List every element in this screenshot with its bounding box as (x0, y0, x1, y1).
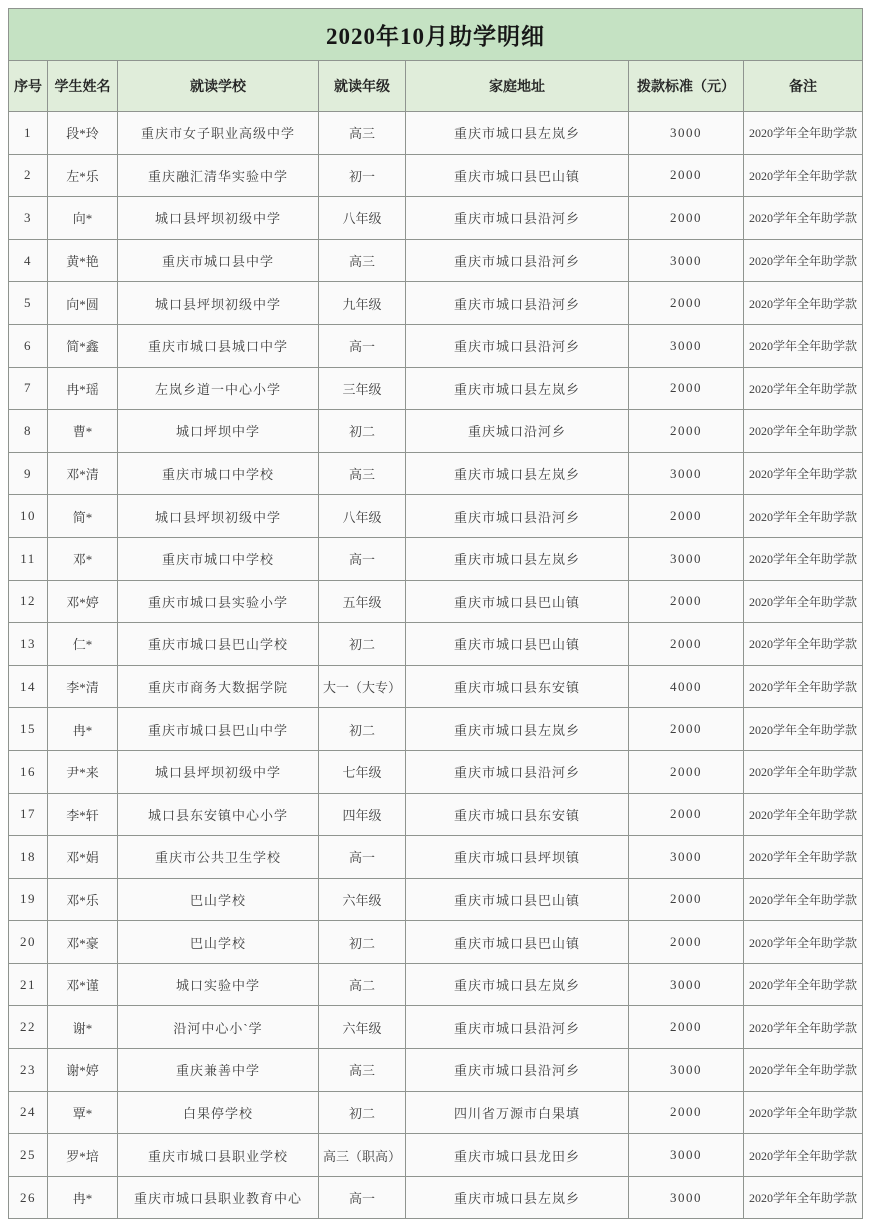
column-header-name: 学生姓名 (48, 61, 118, 112)
cell-no: 20 (9, 921, 48, 964)
table-row (9, 1006, 863, 1049)
cell-no: 8 (9, 410, 48, 453)
table-header-row (9, 61, 863, 112)
table-row (9, 452, 863, 495)
cell-school: 重庆兼善中学 (118, 1049, 319, 1092)
cell-address: 重庆市城口县沿河乡 (406, 282, 629, 325)
cell-grade: 高三 (319, 452, 406, 495)
cell-school: 城口坪坝中学 (118, 410, 319, 453)
cell-school: 重庆市城口县实验小学 (118, 580, 319, 623)
cell-grade: 高三（职高） (319, 1134, 406, 1177)
cell-school: 重庆市城口县中学 (118, 239, 319, 282)
cell-amount: 2000 (629, 367, 744, 410)
cell-amount: 2000 (629, 154, 744, 197)
cell-no: 16 (9, 750, 48, 793)
cell-no: 15 (9, 708, 48, 751)
cell-grade: 初二 (319, 1091, 406, 1134)
table-row (9, 623, 863, 666)
cell-note: 2020学年全年助学款 (744, 1049, 863, 1092)
cell-grade: 初二 (319, 623, 406, 666)
cell-grade: 初一 (319, 154, 406, 197)
cell-note: 2020学年全年助学款 (744, 324, 863, 367)
table-row (9, 580, 863, 623)
cell-no: 19 (9, 878, 48, 921)
cell-amount: 3000 (629, 836, 744, 879)
cell-address: 重庆市城口县左岚乡 (406, 367, 629, 410)
cell-address: 重庆市城口县巴山镇 (406, 580, 629, 623)
cell-address: 重庆市城口县巴山镇 (406, 921, 629, 964)
cell-amount: 2000 (629, 708, 744, 751)
cell-amount: 3000 (629, 963, 744, 1006)
cell-address: 重庆市城口县巴山镇 (406, 623, 629, 666)
cell-address: 重庆市城口县沿河乡 (406, 197, 629, 240)
cell-address: 重庆市城口县巴山镇 (406, 878, 629, 921)
table-row (9, 750, 863, 793)
cell-note: 2020学年全年助学款 (744, 367, 863, 410)
cell-school: 重庆融汇清华实验中学 (118, 154, 319, 197)
cell-address: 重庆市城口县巴山镇 (406, 154, 629, 197)
cell-address: 重庆市城口县沿河乡 (406, 750, 629, 793)
cell-school: 沿河中心小`学 (118, 1006, 319, 1049)
cell-school: 重庆市城口中学校 (118, 537, 319, 580)
cell-amount: 3000 (629, 112, 744, 155)
cell-grade: 高一 (319, 324, 406, 367)
cell-name: 冉* (48, 708, 118, 751)
cell-school: 重庆市城口县巴山中学 (118, 708, 319, 751)
cell-grade: 五年级 (319, 580, 406, 623)
cell-grade: 高二 (319, 963, 406, 1006)
cell-name: 邓* (48, 537, 118, 580)
cell-note: 2020学年全年助学款 (744, 112, 863, 155)
cell-note: 2020学年全年助学款 (744, 410, 863, 453)
cell-name: 左*乐 (48, 154, 118, 197)
cell-amount: 3000 (629, 1134, 744, 1177)
cell-grade: 三年级 (319, 367, 406, 410)
cell-name: 邓*娟 (48, 836, 118, 879)
cell-name: 覃* (48, 1091, 118, 1134)
table-row (9, 1134, 863, 1177)
cell-grade: 高一 (319, 836, 406, 879)
table-row (9, 793, 863, 836)
cell-name: 李*清 (48, 665, 118, 708)
table-row (9, 197, 863, 240)
table-row (9, 665, 863, 708)
cell-grade: 大一（大专） (319, 665, 406, 708)
table-row (9, 112, 863, 155)
cell-grade: 八年级 (319, 495, 406, 538)
cell-note: 2020学年全年助学款 (744, 836, 863, 879)
cell-amount: 4000 (629, 665, 744, 708)
table-row (9, 708, 863, 751)
cell-school: 重庆市城口中学校 (118, 452, 319, 495)
cell-amount: 2000 (629, 410, 744, 453)
cell-grade: 九年级 (319, 282, 406, 325)
cell-amount: 2000 (629, 197, 744, 240)
cell-name: 冉*瑶 (48, 367, 118, 410)
cell-note: 2020学年全年助学款 (744, 239, 863, 282)
cell-no: 25 (9, 1134, 48, 1177)
cell-name: 邓*谨 (48, 963, 118, 1006)
cell-school: 城口实验中学 (118, 963, 319, 1006)
cell-amount: 3000 (629, 324, 744, 367)
cell-amount: 3000 (629, 537, 744, 580)
cell-school: 重庆市商务大数据学院 (118, 665, 319, 708)
cell-no: 13 (9, 623, 48, 666)
cell-school: 重庆市城口县巴山学校 (118, 623, 319, 666)
cell-name: 谢* (48, 1006, 118, 1049)
cell-grade: 六年级 (319, 1006, 406, 1049)
cell-name: 邓*乐 (48, 878, 118, 921)
title-row (9, 9, 863, 61)
table-row (9, 410, 863, 453)
cell-name: 李*轩 (48, 793, 118, 836)
cell-school: 重庆市城口县职业学校 (118, 1134, 319, 1177)
column-header-amount: 拨款标准（元） (629, 61, 744, 112)
cell-amount: 3000 (629, 1049, 744, 1092)
cell-grade: 七年级 (319, 750, 406, 793)
cell-address: 重庆市城口县沿河乡 (406, 1006, 629, 1049)
cell-no: 26 (9, 1176, 48, 1219)
cell-school: 巴山学校 (118, 921, 319, 964)
table-row (9, 836, 863, 879)
column-header-address: 家庭地址 (406, 61, 629, 112)
cell-amount: 2000 (629, 1091, 744, 1134)
cell-note: 2020学年全年助学款 (744, 452, 863, 495)
table-row (9, 921, 863, 964)
cell-amount: 2000 (629, 793, 744, 836)
page-title: 2020年10月助学明细 (9, 9, 863, 61)
cell-grade: 高一 (319, 1176, 406, 1219)
table-row (9, 282, 863, 325)
cell-school: 左岚乡道一中心小学 (118, 367, 319, 410)
cell-school: 重庆市女子职业高级中学 (118, 112, 319, 155)
cell-no: 23 (9, 1049, 48, 1092)
cell-no: 11 (9, 537, 48, 580)
cell-name: 简*鑫 (48, 324, 118, 367)
table-row (9, 1176, 863, 1219)
cell-no: 4 (9, 239, 48, 282)
cell-school: 重庆市城口县职业教育中心 (118, 1176, 319, 1219)
cell-note: 2020学年全年助学款 (744, 1091, 863, 1134)
cell-note: 2020学年全年助学款 (744, 963, 863, 1006)
cell-address: 重庆市城口县左岚乡 (406, 963, 629, 1006)
cell-note: 2020学年全年助学款 (744, 878, 863, 921)
cell-note: 2020学年全年助学款 (744, 793, 863, 836)
cell-no: 10 (9, 495, 48, 538)
cell-address: 重庆市城口县龙田乡 (406, 1134, 629, 1177)
cell-no: 2 (9, 154, 48, 197)
cell-grade: 四年级 (319, 793, 406, 836)
cell-amount: 2000 (629, 750, 744, 793)
cell-name: 仁* (48, 623, 118, 666)
table-row (9, 537, 863, 580)
cell-name: 尹*来 (48, 750, 118, 793)
cell-name: 曹* (48, 410, 118, 453)
table-row (9, 324, 863, 367)
cell-note: 2020学年全年助学款 (744, 1006, 863, 1049)
cell-address: 重庆城口沿河乡 (406, 410, 629, 453)
cell-no: 1 (9, 112, 48, 155)
cell-address: 重庆市城口县左岚乡 (406, 452, 629, 495)
cell-school: 城口县坪坝初级中学 (118, 282, 319, 325)
cell-address: 重庆市城口县左岚乡 (406, 708, 629, 751)
cell-no: 5 (9, 282, 48, 325)
cell-note: 2020学年全年助学款 (744, 665, 863, 708)
cell-note: 2020学年全年助学款 (744, 1176, 863, 1219)
table-row (9, 878, 863, 921)
cell-grade: 初二 (319, 708, 406, 751)
cell-name: 邓*清 (48, 452, 118, 495)
cell-grade: 初二 (319, 410, 406, 453)
cell-no: 21 (9, 963, 48, 1006)
column-header-no: 序号 (9, 61, 48, 112)
cell-school: 巴山学校 (118, 878, 319, 921)
cell-note: 2020学年全年助学款 (744, 537, 863, 580)
cell-amount: 2000 (629, 495, 744, 538)
table-body (9, 112, 863, 1219)
table-row (9, 154, 863, 197)
table-row (9, 963, 863, 1006)
cell-address: 重庆市城口县沿河乡 (406, 239, 629, 282)
cell-note: 2020学年全年助学款 (744, 921, 863, 964)
cell-name: 谢*婷 (48, 1049, 118, 1092)
cell-no: 9 (9, 452, 48, 495)
cell-school: 重庆市城口县城口中学 (118, 324, 319, 367)
table-row (9, 1091, 863, 1134)
cell-grade: 高三 (319, 239, 406, 282)
cell-amount: 2000 (629, 878, 744, 921)
cell-school: 白果停学校 (118, 1091, 319, 1134)
cell-address: 重庆市城口县左岚乡 (406, 112, 629, 155)
column-header-school: 就读学校 (118, 61, 319, 112)
cell-note: 2020学年全年助学款 (744, 580, 863, 623)
cell-name: 向* (48, 197, 118, 240)
cell-address: 重庆市城口县左岚乡 (406, 1176, 629, 1219)
cell-name: 段*玲 (48, 112, 118, 155)
cell-no: 6 (9, 324, 48, 367)
table-row (9, 367, 863, 410)
cell-name: 邓*豪 (48, 921, 118, 964)
cell-name: 黄*艳 (48, 239, 118, 282)
cell-amount: 2000 (629, 1006, 744, 1049)
cell-name: 邓*婷 (48, 580, 118, 623)
cell-no: 17 (9, 793, 48, 836)
table-row (9, 239, 863, 282)
cell-school: 城口县东安镇中心小学 (118, 793, 319, 836)
cell-grade: 高一 (319, 537, 406, 580)
student-aid-table (8, 8, 863, 1219)
cell-note: 2020学年全年助学款 (744, 623, 863, 666)
cell-address: 重庆市城口县坪坝镇 (406, 836, 629, 879)
cell-note: 2020学年全年助学款 (744, 154, 863, 197)
cell-no: 18 (9, 836, 48, 879)
cell-school: 重庆市公共卫生学校 (118, 836, 319, 879)
cell-note: 2020学年全年助学款 (744, 282, 863, 325)
column-header-note: 备注 (744, 61, 863, 112)
cell-no: 24 (9, 1091, 48, 1134)
cell-address: 重庆市城口县沿河乡 (406, 495, 629, 538)
cell-address: 重庆市城口县东安镇 (406, 793, 629, 836)
cell-address: 重庆市城口县东安镇 (406, 665, 629, 708)
cell-grade: 八年级 (319, 197, 406, 240)
cell-address: 重庆市城口县沿河乡 (406, 324, 629, 367)
column-header-grade: 就读年级 (319, 61, 406, 112)
cell-no: 3 (9, 197, 48, 240)
cell-school: 城口县坪坝初级中学 (118, 750, 319, 793)
cell-name: 向*圆 (48, 282, 118, 325)
cell-amount: 3000 (629, 452, 744, 495)
cell-no: 12 (9, 580, 48, 623)
cell-grade: 高三 (319, 112, 406, 155)
cell-note: 2020学年全年助学款 (744, 750, 863, 793)
cell-no: 14 (9, 665, 48, 708)
cell-amount: 3000 (629, 1176, 744, 1219)
cell-name: 罗*培 (48, 1134, 118, 1177)
cell-amount: 2000 (629, 282, 744, 325)
cell-name: 简* (48, 495, 118, 538)
cell-name: 冉* (48, 1176, 118, 1219)
cell-note: 2020学年全年助学款 (744, 708, 863, 751)
cell-amount: 2000 (629, 623, 744, 666)
cell-school: 城口县坪坝初级中学 (118, 197, 319, 240)
cell-no: 22 (9, 1006, 48, 1049)
cell-amount: 2000 (629, 580, 744, 623)
cell-grade: 六年级 (319, 878, 406, 921)
cell-amount: 3000 (629, 239, 744, 282)
cell-school: 城口县坪坝初级中学 (118, 495, 319, 538)
cell-grade: 高三 (319, 1049, 406, 1092)
cell-address: 四川省万源市白果填 (406, 1091, 629, 1134)
table-row (9, 495, 863, 538)
cell-amount: 2000 (629, 921, 744, 964)
cell-no: 7 (9, 367, 48, 410)
cell-grade: 初二 (319, 921, 406, 964)
cell-note: 2020学年全年助学款 (744, 1134, 863, 1177)
table-row (9, 1049, 863, 1092)
cell-note: 2020学年全年助学款 (744, 495, 863, 538)
cell-note: 2020学年全年助学款 (744, 197, 863, 240)
cell-address: 重庆市城口县左岚乡 (406, 537, 629, 580)
cell-address: 重庆市城口县沿河乡 (406, 1049, 629, 1092)
